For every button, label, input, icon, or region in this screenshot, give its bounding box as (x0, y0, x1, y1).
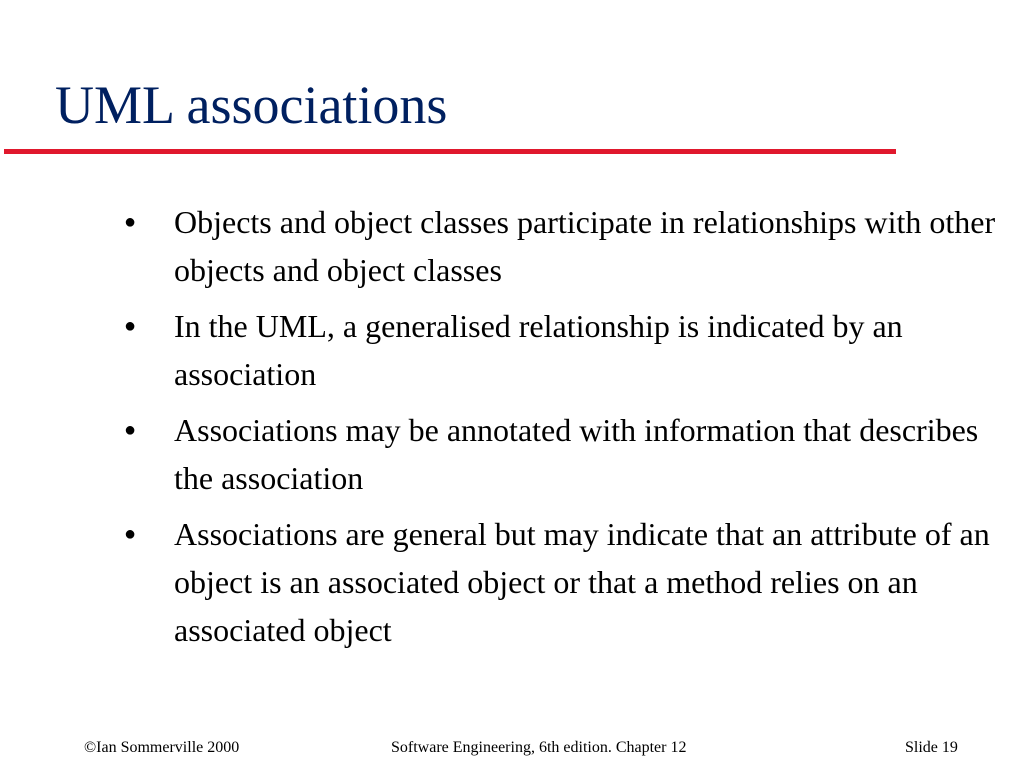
footer-copyright: ©Ian Sommerville 2000 (84, 739, 240, 756)
bullet-text: Associations are general but may indicate that an attribute of an object is an associated object or that a method relies on an associated object (174, 516, 990, 648)
bullet-item (118, 510, 998, 654)
bullet-dot-icon: ● (124, 211, 137, 233)
bullet-text: Objects and object classes participate in relationships with other objects and object classes (174, 204, 996, 288)
bullet-dot-icon: ● (124, 523, 137, 545)
bullet-dot-icon: ● (124, 315, 137, 337)
bullet-item (118, 302, 998, 398)
footer-source: Software Engineering, 6th edition. Chapter 12 (391, 739, 687, 756)
footer-slide-number: Slide 19 (905, 739, 958, 756)
bullet-item (118, 406, 998, 502)
title-underline-rule (4, 149, 896, 154)
bullet-item (118, 198, 998, 294)
bullet-text: In the UML, a generalised relationship is indicated by an association (174, 308, 903, 392)
bullet-dot-icon: ● (124, 419, 137, 441)
bullet-text: Associations may be annotated with information that describes the association (174, 412, 979, 496)
bullet-list (118, 198, 998, 662)
slide-title: UML associations (55, 75, 448, 135)
